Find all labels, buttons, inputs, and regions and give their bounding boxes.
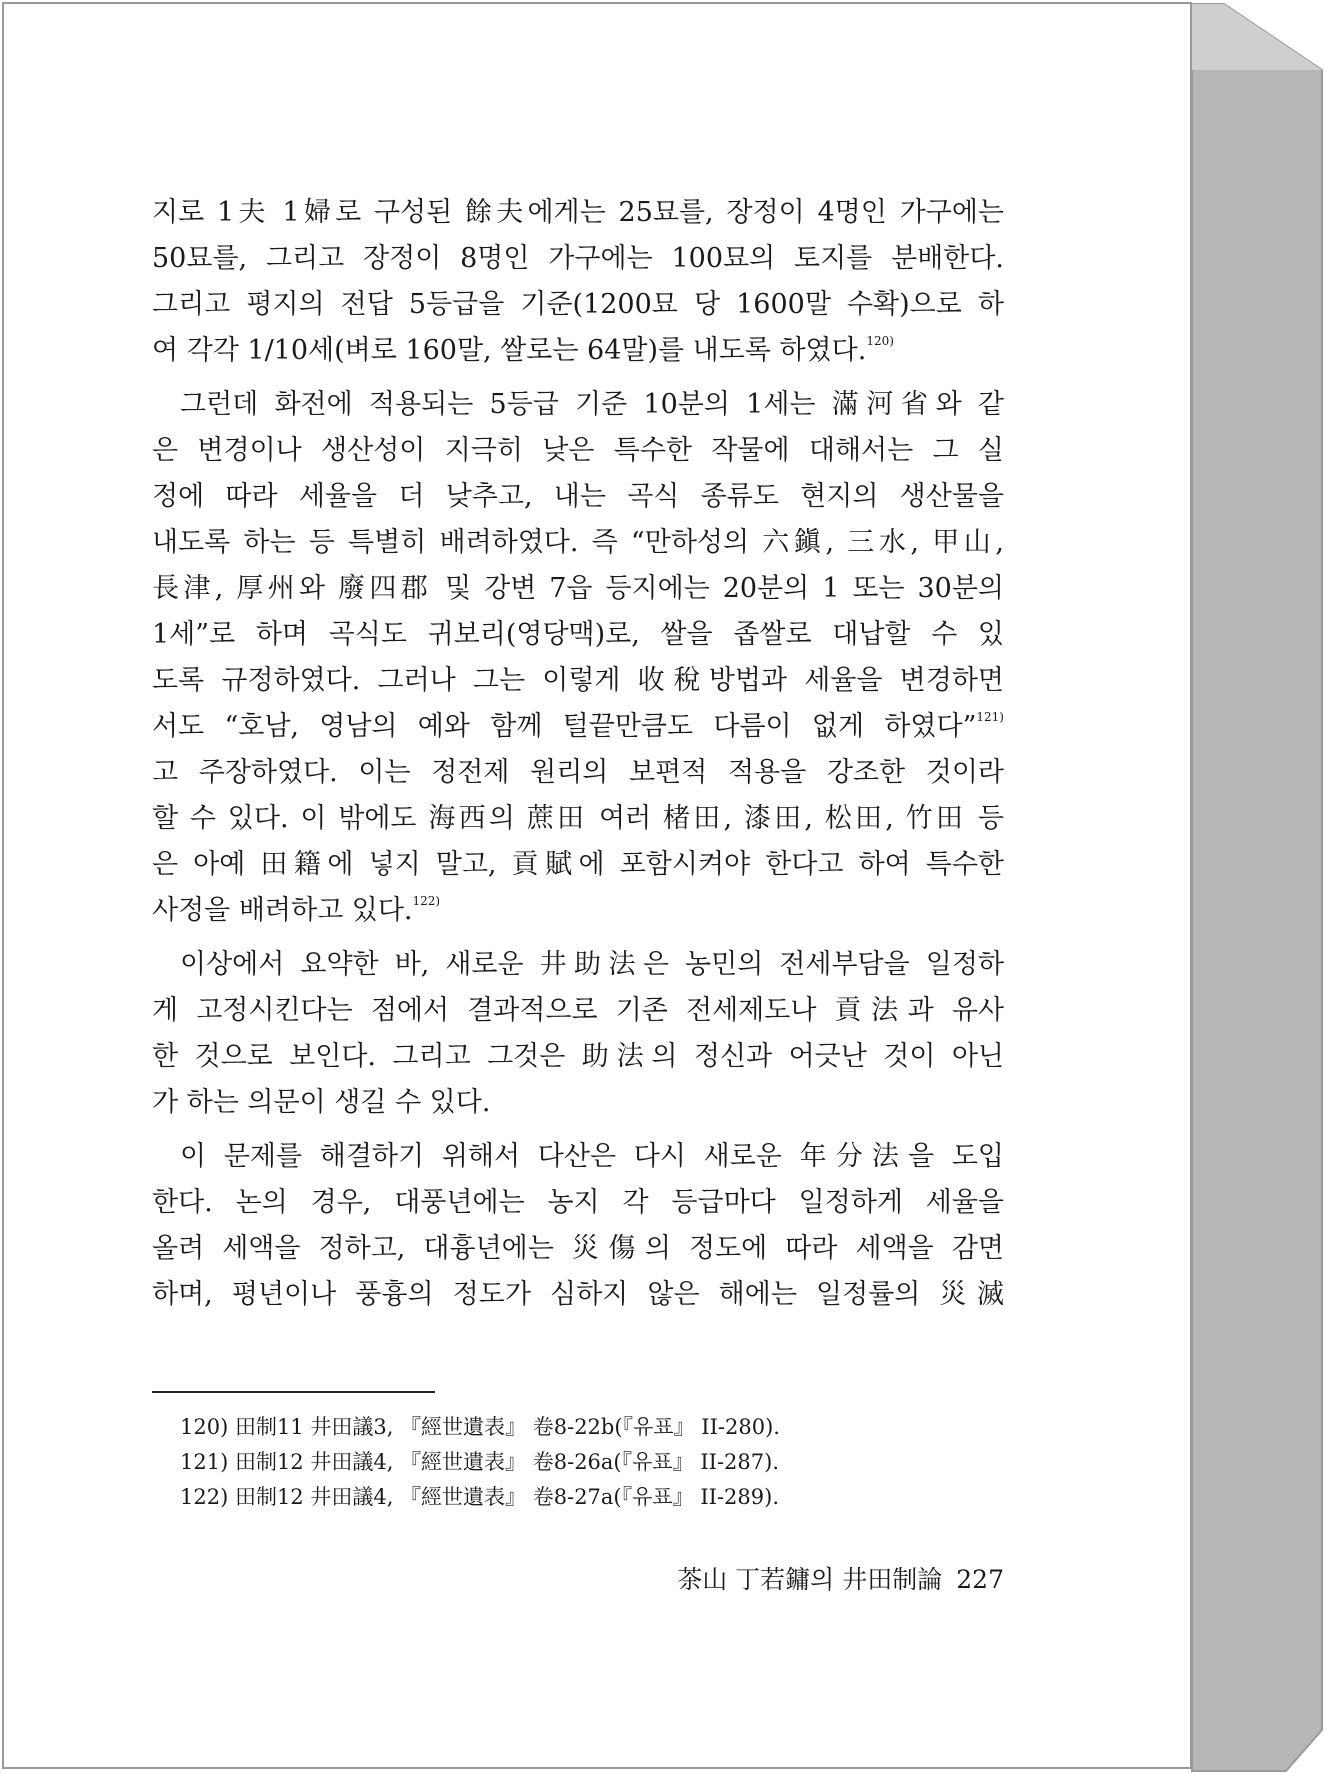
footnotes (180, 1410, 980, 1515)
text-line (152, 704, 1004, 750)
footnote-121: 121) 田制12 井田議4, 『經世遺表』 卷8-26a(『유표』 II-287). (180, 1450, 780, 1474)
footnote-ref-120: 120) (866, 334, 894, 348)
page-number: 227 (956, 1565, 1004, 1594)
paragraph-3 (152, 942, 1004, 1126)
text-line: 은 변경이나 생산성이 지극히 낮은 특수한 작물에 대해서는 그 실 (152, 435, 1004, 466)
text-line (152, 888, 1004, 934)
running-title: 茶山 丁若鏞의 井田制論 (677, 1565, 943, 1594)
text-line: 도록 규정하였다. 그러나 그는 이렇게 收稅방법과 세율을 변경하면 (152, 665, 1004, 696)
text-line: 가 하는 의문이 생길 수 있다. (152, 1087, 491, 1118)
running-footer (660, 1560, 1004, 1596)
body-text (152, 190, 1004, 1318)
paragraph-1 (152, 190, 1004, 374)
paragraph-2 (152, 382, 1004, 934)
paragraph-4 (152, 1134, 1004, 1318)
text-line: 고 주장하였다. 이는 정전제 원리의 보편적 적용을 강조한 것이라 (152, 757, 1004, 788)
text-line: 정에 따라 세율을 더 낮추고, 내는 곡식 종류도 현지의 생산물을 (152, 481, 1004, 512)
text-line: 지로 1夫 1婦로 구성된 餘夫에게는 25묘를, 장정이 4명인 가구에는 (152, 197, 1004, 228)
text-line: 은 아예 田籍에 넣지 말고, 貢賦에 포함시켜야 한다고 하여 특수한 (152, 849, 1004, 880)
text-line: 이상에서 요약한 바, 새로운 井助法은 농민의 전세부담을 일정하 (180, 949, 1004, 980)
text-line: 그리고 평지의 전답 5등급을 기준(1200묘 당 1600말 수확)으로 하 (152, 289, 1004, 320)
text-line: 할 수 있다. 이 밖에도 海西의 蔗田 여러 楮田, 漆田, 松田, 竹田 등 (152, 803, 1004, 834)
text-line: 하며, 평년이나 풍흉의 정도가 심하지 않은 해에는 일정률의 災滅 (152, 1279, 1004, 1310)
text-line-content: 서도 “호남, 영남의 예와 함께 털끝만큼도 다름이 없게 하였다” (152, 711, 977, 742)
footnote-ref-122: 122) (412, 894, 441, 908)
text-line: 한 것으로 보인다. 그리고 그것은 助法의 정신과 어긋난 것이 아닌 (152, 1041, 1004, 1072)
footnote-120: 120) 田制11 井田議3, 『經世遺表』 卷8-22b(『유표』 II-280). (180, 1415, 780, 1439)
text-line: 내도록 하는 등 특별히 배려하였다. 즉 “만하성의 六鎭, 三水, 甲山, (152, 527, 1004, 558)
text-line (152, 328, 1004, 374)
text-line: 게 고정시킨다는 점에서 결과적으로 기존 전세제도나 貢法과 유사 (152, 995, 1004, 1026)
footnote-divider (152, 1391, 435, 1393)
text-line: 1세”로 하며 곡식도 귀보리(영당맥)로, 쌀을 좁쌀로 대납할 수 있 (152, 619, 1004, 650)
text-line: 한다. 논의 경우, 대풍년에는 농지 각 등급마다 일정하게 세율을 (152, 1187, 1004, 1218)
text-line-content: 여 각각 1/10세(벼로 160말, 쌀로는 64말)를 내도록 하였다. (152, 335, 867, 366)
footnote-ref-121: 121) (976, 710, 1004, 724)
text-line: 올려 세액을 정하고, 대흉년에는 災傷의 정도에 따라 세액을 감면 (152, 1233, 1004, 1264)
text-line-content: 사정을 배려하고 있다. (152, 895, 413, 926)
text-line: 長津, 厚州와 廢四郡 및 강변 7읍 등지에는 20분의 1 또는 30분의 (152, 573, 1004, 604)
text-line: 그런데 화전에 적용되는 5등급 기준 10분의 1세는 滿河省와 같 (180, 389, 1004, 420)
text-line: 50묘를, 그리고 장정이 8명인 가구에는 100묘의 토지를 분배한다. (152, 243, 1004, 274)
footnote-122: 122) 田制12 井田議4, 『經世遺表』 卷8-27a(『유표』 II-289). (180, 1485, 780, 1509)
text-line: 이 문제를 해결하기 위해서 다산은 다시 새로운 年分法을 도입 (180, 1141, 1004, 1172)
